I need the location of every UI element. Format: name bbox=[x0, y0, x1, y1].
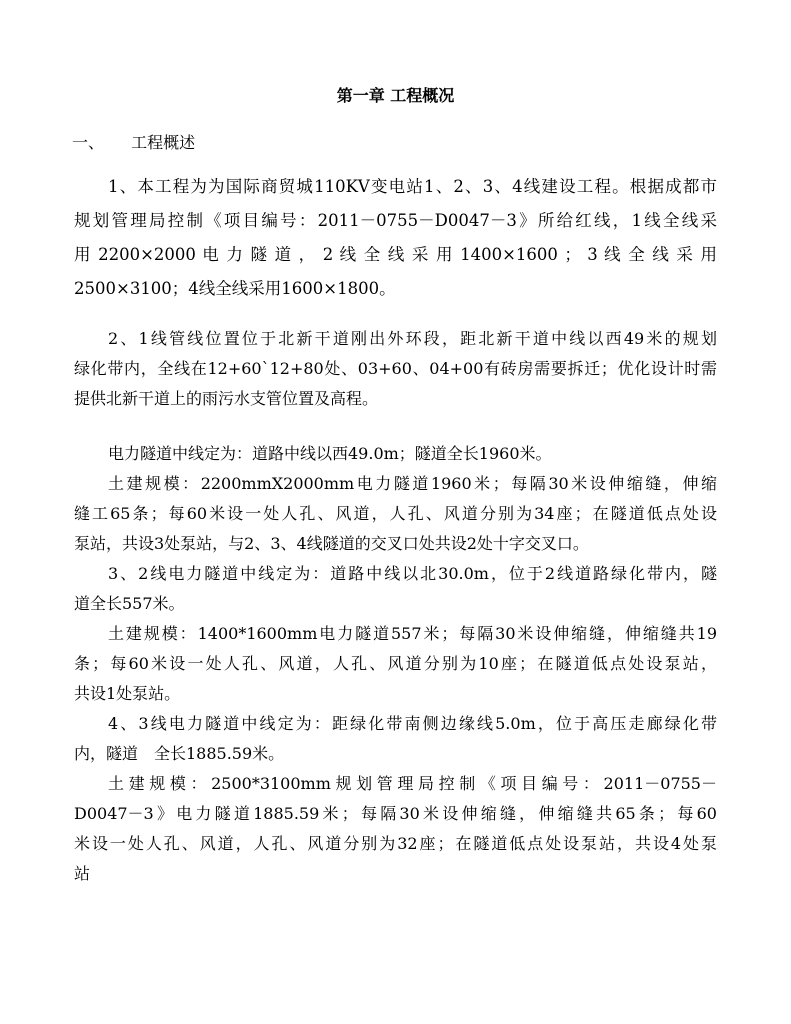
text-line: 电力隧道中线定为：道路中线以西49.0m；隧道全长1960米。 bbox=[108, 444, 552, 463]
text-line: 道全长557米。 bbox=[74, 594, 185, 613]
text-line: 2500×3100；4线全线采用1600×1800。 bbox=[74, 279, 396, 298]
text-line: 3、2线电力隧道中线定为：道路中线以北30.0m，位于2线道路绿化带内，隧 bbox=[108, 564, 717, 583]
text-line: 提供北新干道上的雨污水支管位置及高程。 bbox=[74, 389, 379, 408]
text-line: 土建规模：2500*3100mm规划管理局控制《项目编号：2011－0755－ bbox=[108, 774, 717, 793]
chapter-title: 第一章 工程概况 bbox=[336, 86, 455, 105]
paragraph-tunnel-specs bbox=[74, 439, 717, 889]
section-heading-text: 工程概述 bbox=[131, 133, 196, 152]
text-line: 米设一处人孔、风道，人孔、风道分别为32座；在隧道低点处设泵站，共设4处泵 bbox=[74, 834, 717, 853]
text-line: 4、3线电力隧道中线定为：距绿化带南侧边缘线5.0m，位于高压走廊绿化带 bbox=[108, 714, 717, 733]
text-line: 绿化带内，全线在12+60`12+80处、03+60、04+00有砖房需要拆迁；优化设计时需 bbox=[74, 359, 717, 378]
section-number: 一、 bbox=[72, 133, 105, 152]
text-line: 规划管理局控制《项目编号：2011－0755－D0047－3》所给红线，1线全线采 bbox=[74, 211, 717, 230]
text-line: 泵站，共设3处泵站，与2、3、4线隧道的交叉口处共设2处十字交叉口。 bbox=[74, 534, 589, 553]
text-line: 用 2200×2000 电 力 隧 道 ， 2 线 全 线 采 用 1400×1600 ； 3 线 全 线 采 用 bbox=[74, 245, 717, 264]
text-line: 土建规模：1400*1600mm电力隧道557米；每隔30米设伸缩缝，伸缩缝共19 bbox=[108, 624, 717, 643]
text-line: D0047－3》电力隧道1885.59米；每隔30米设伸缩缝，伸缩缝共65条；每60 bbox=[74, 804, 717, 823]
text-line: 站 bbox=[74, 864, 91, 883]
text-line: 1、本工程为为国际商贸城110KV变电站1、2、3、4线建设工程。根据成都市 bbox=[108, 177, 717, 196]
section-heading bbox=[72, 133, 195, 153]
text-line: 内，隧道 全长1885.59米。 bbox=[74, 744, 285, 763]
text-line: 2、1线管线位置位于北新干道刚出外环段，距北新干道中线以西49米的规划 bbox=[108, 329, 717, 348]
paragraph-project-overview bbox=[74, 170, 717, 306]
paragraph-line1-location bbox=[74, 324, 717, 414]
text-line: 土建规模：2200mmX2000mm电力隧道1960米；每隔30米设伸缩缝，伸缩 bbox=[108, 474, 717, 493]
text-line: 共设1处泵站。 bbox=[74, 684, 181, 703]
text-line: 条；每60米设一处人孔、风道，人孔、风道分别为10座；在隧道低点处设泵站， bbox=[74, 654, 717, 673]
text-line: 缝工65条；每60米设一处人孔、风道，人孔、风道分别为34座；在隧道低点处设 bbox=[74, 504, 717, 523]
